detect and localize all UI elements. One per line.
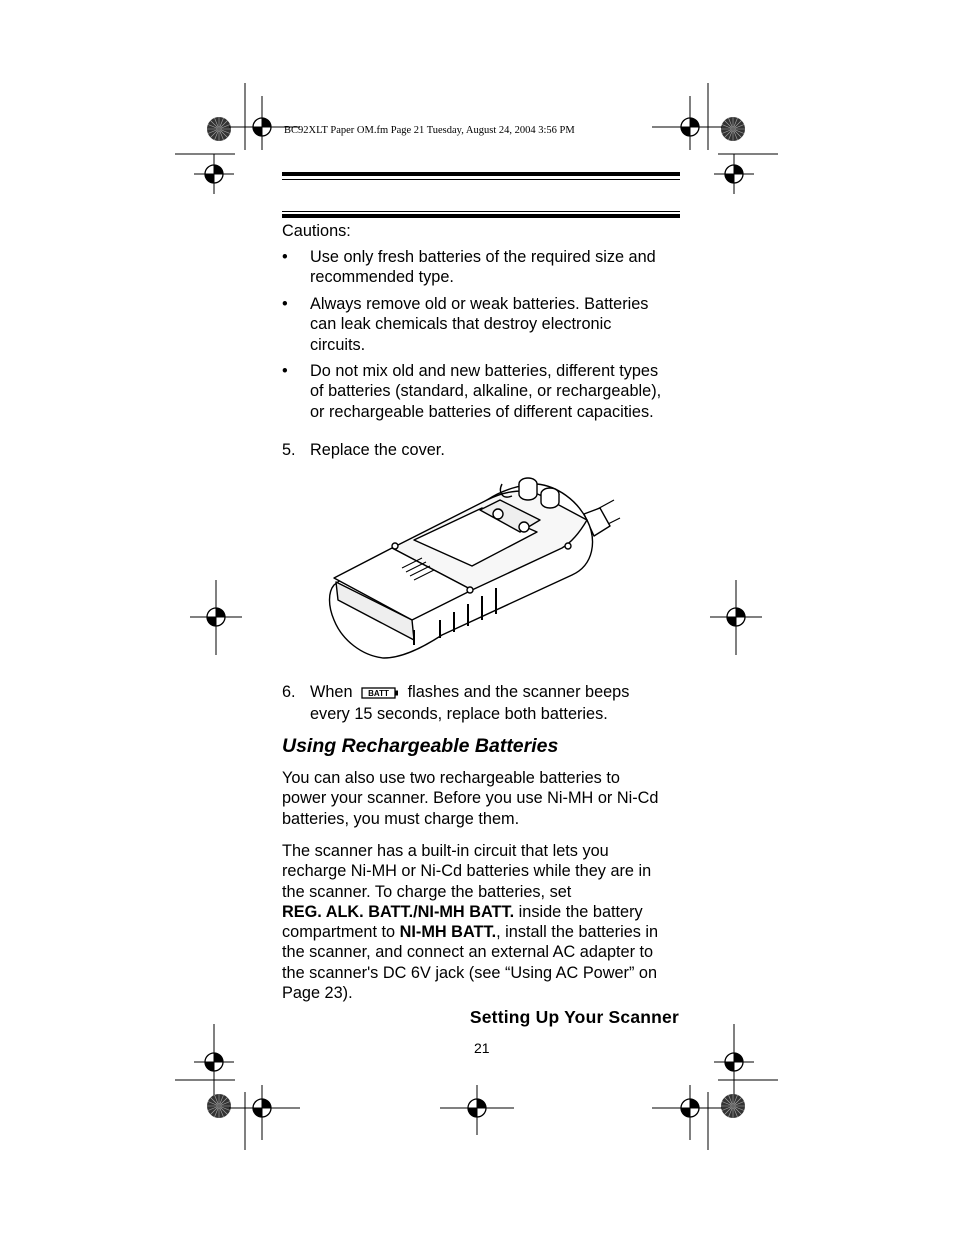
top-rule-thick bbox=[282, 172, 680, 176]
footer-section-title: Setting Up Your Scanner bbox=[469, 1007, 679, 1027]
line: circuits. bbox=[310, 335, 366, 354]
step-number: 6. bbox=[282, 683, 296, 701]
line bbox=[310, 682, 682, 702]
line-rest: inside the battery bbox=[514, 902, 643, 921]
line bbox=[282, 922, 682, 942]
line: the scanner, and connect an external AC adapter to bbox=[282, 943, 654, 962]
step-text-before-icon: When bbox=[310, 683, 353, 701]
line: Always remove old or weak batteries. Batteries bbox=[310, 295, 649, 313]
file-header-note: BC92XLT Paper OM.fm Page 21 Tuesday, August 24, 2004 3:56 PM bbox=[284, 125, 575, 136]
line: power your scanner. Before you use Ni-MH or Ni-Cd bbox=[282, 789, 659, 808]
line: every 15 seconds, replace both batteries. bbox=[310, 705, 608, 724]
line: of batteries (standard, alkaline, or rechargeable), bbox=[310, 382, 662, 401]
setting-value: NI-MH BATT. bbox=[399, 923, 497, 942]
paragraph-1 bbox=[282, 768, 682, 829]
bullet-glyph: • bbox=[282, 295, 288, 313]
line: Page 23). bbox=[282, 984, 353, 1003]
line: the scanner. To charge the batteries, set bbox=[282, 882, 572, 901]
battery-icon-label: BATT bbox=[368, 688, 389, 698]
battery-icon bbox=[361, 687, 399, 699]
page-number: 21 bbox=[474, 1040, 490, 1056]
line-rest: , install the batteries in bbox=[496, 923, 659, 942]
top-rule-thin bbox=[282, 179, 680, 180]
line: can leak chemicals that destroy electronic bbox=[310, 315, 612, 334]
section-rule-thick bbox=[282, 214, 680, 218]
line: recommended type. bbox=[310, 268, 454, 287]
step-text: Replace the cover. bbox=[310, 441, 445, 459]
section-heading: Using Rechargeable Batteries bbox=[282, 735, 559, 757]
line bbox=[282, 902, 682, 922]
step-number: 5. bbox=[282, 441, 296, 459]
line: or rechargeable batteries of different capacities. bbox=[310, 402, 654, 421]
line: The scanner has a built-in circuit that lets you bbox=[282, 842, 609, 860]
line-pre: compartment to bbox=[282, 923, 400, 942]
line: batteries, you must charge them. bbox=[282, 809, 520, 828]
line: You can also use two rechargeable batteries to bbox=[282, 769, 620, 787]
line: Use only fresh batteries of the required size and bbox=[310, 248, 656, 266]
cautions-label: Cautions: bbox=[282, 222, 351, 240]
switch-setting-label: REG. ALK. BATT./NI-MH BATT. bbox=[282, 902, 515, 921]
bullet-glyph: • bbox=[282, 362, 288, 380]
line: recharge Ni-MH or Ni-Cd batteries while they are in bbox=[282, 862, 652, 881]
paragraph-2 bbox=[282, 841, 682, 1003]
scanner-illustration bbox=[322, 470, 622, 670]
section-rule-thin bbox=[282, 211, 680, 212]
line: Do not mix old and new batteries, different types bbox=[310, 362, 659, 380]
line: the scanner's DC 6V jack (see “Using AC Power” on bbox=[282, 963, 658, 982]
bullet-glyph: • bbox=[282, 248, 288, 266]
step-text-after-icon: flashes and the scanner beeps bbox=[407, 683, 630, 701]
